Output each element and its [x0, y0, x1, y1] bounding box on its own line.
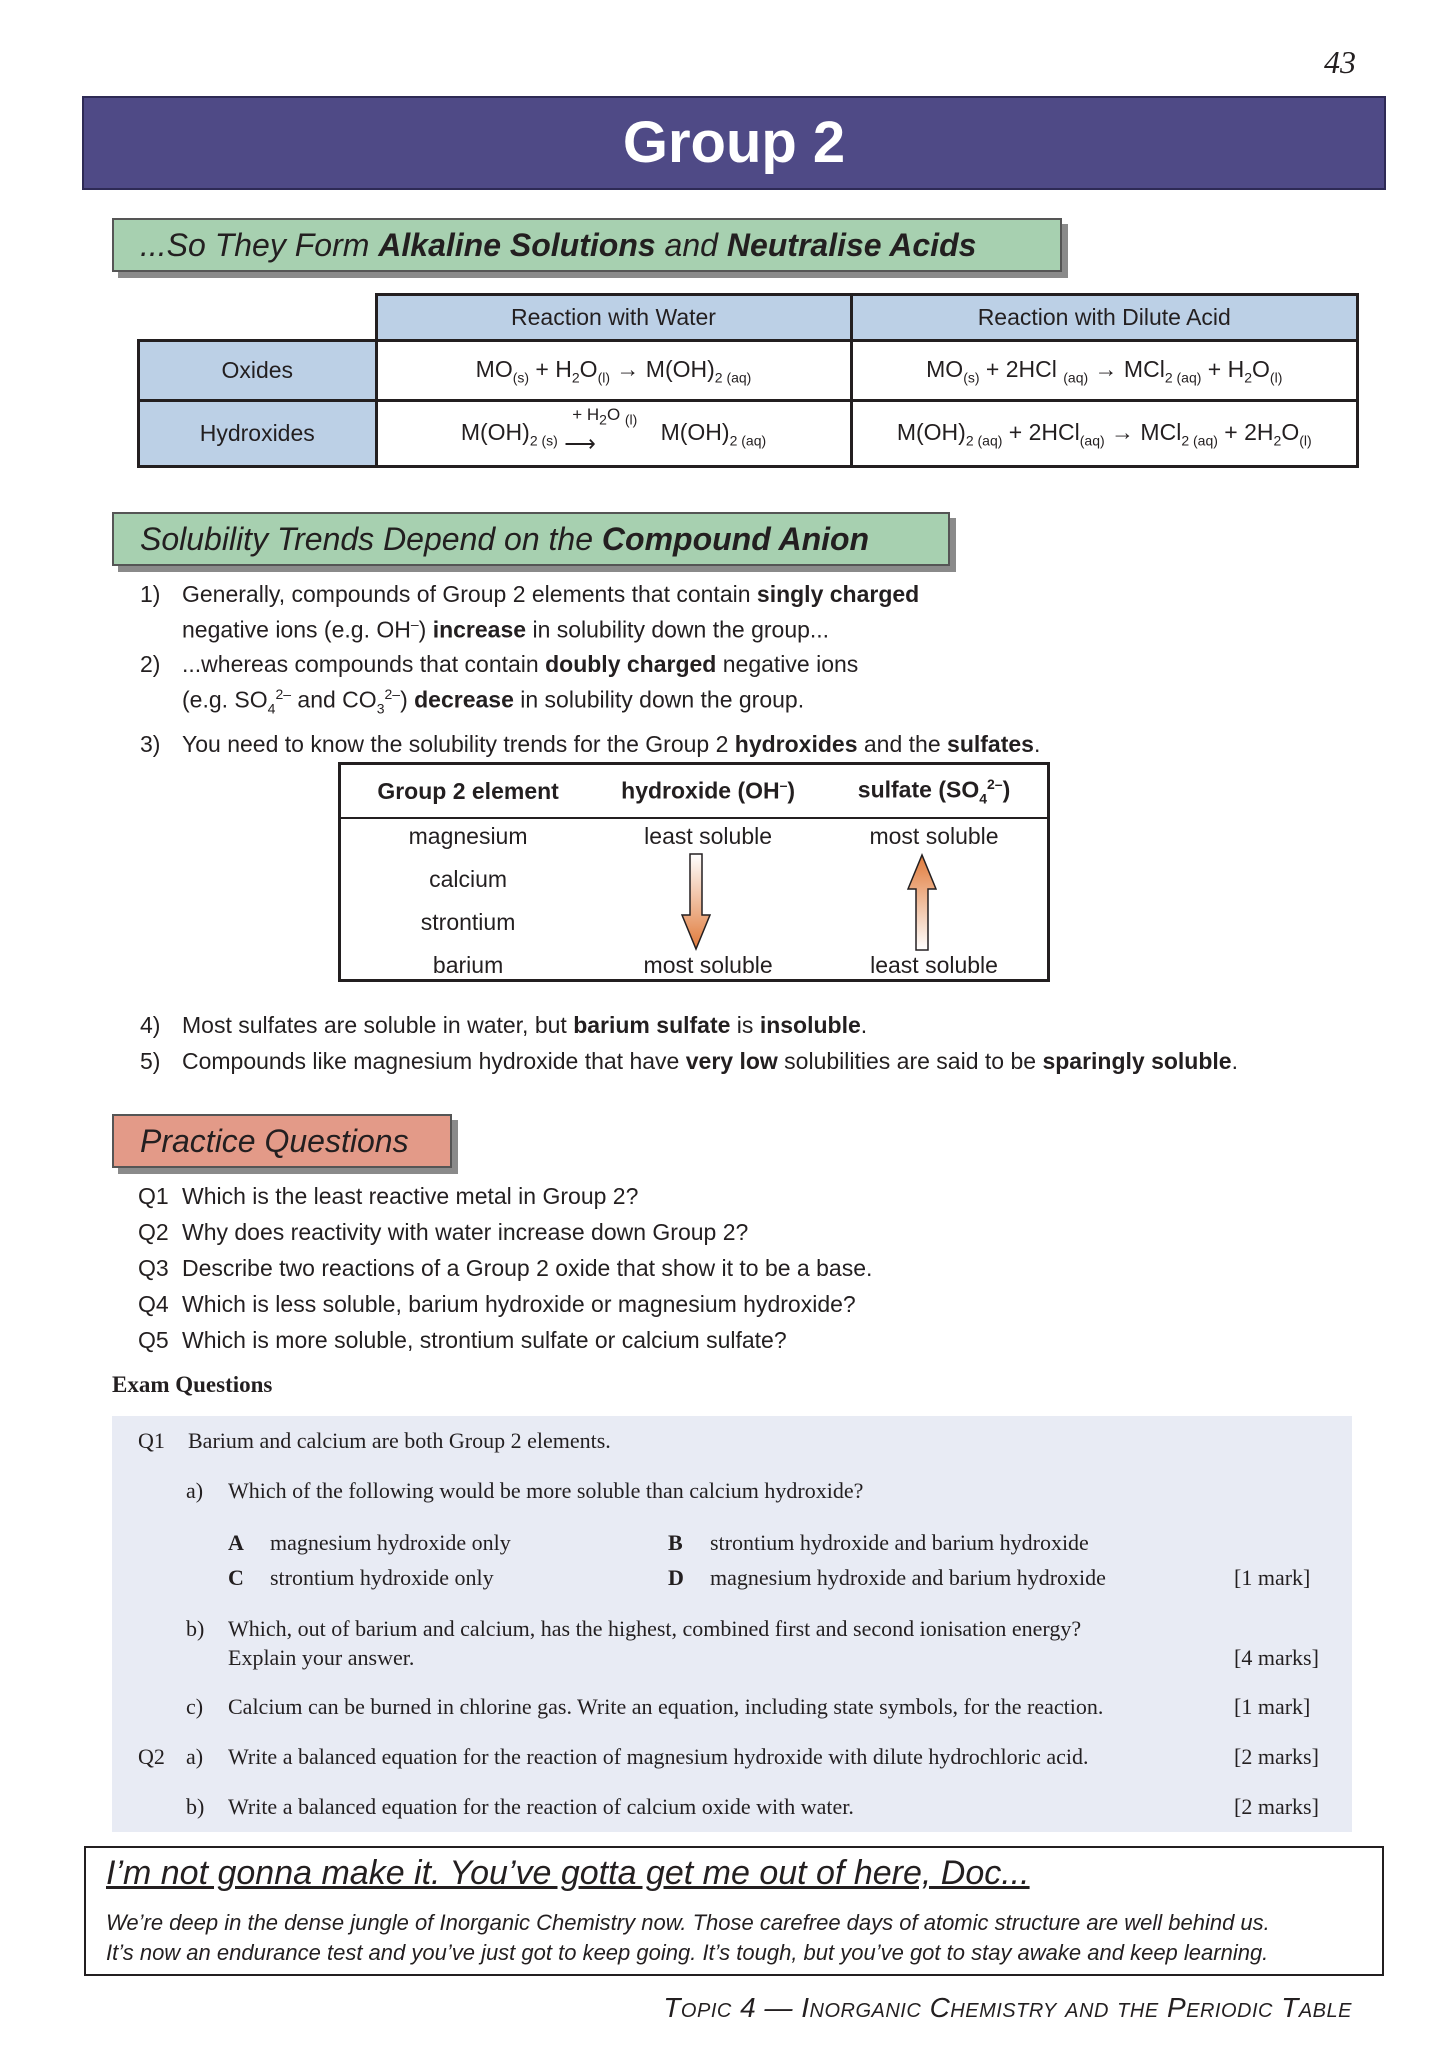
exam-q1b-text-2: Explain your answer.	[228, 1645, 415, 1670]
header-text: hydroxide (OH	[621, 777, 780, 804]
point-text: negative ions	[716, 650, 859, 677]
exam-q2b-label: b)	[186, 1794, 205, 1819]
marks-label: [2 marks]	[1234, 1794, 1319, 1819]
point-text: .	[1033, 730, 1041, 757]
point-text: Generally, compounds of Group 2 elements that contain	[182, 581, 757, 607]
solubility-points	[140, 579, 1340, 759]
option-letter: C	[228, 1565, 244, 1590]
question-number: Q2	[138, 1219, 169, 1245]
equation-oxide-acid: $MO_{(s)} + 2HCl$ $_{(aq)} \to MCl_{2 (aq)} + H_2O_{(l)}$	[851, 341, 1358, 401]
equation-oxide-water: $MO_{(s)} + H_2O_{(l)} \to M(OH)_{2 (aq)}$	[376, 341, 851, 401]
exam-heading: Exam Questions	[112, 1372, 273, 1397]
heading-text: Solubility Trends Depend on the	[140, 521, 602, 557]
heading-text: ...So They Form	[140, 227, 379, 263]
question-text: Which is less soluble, barium hydroxide or magnesium hydroxide?	[182, 1291, 856, 1317]
solubility-points-2	[140, 1010, 1380, 1076]
header-text: sulfate (SO	[857, 776, 980, 803]
solubility-table	[338, 762, 1050, 982]
point-text: (e.g. SO	[182, 686, 268, 713]
point-bold: insoluble	[759, 1012, 861, 1038]
point-bold: doubly charged	[545, 650, 717, 677]
point-4	[140, 1010, 1380, 1040]
tip-line-1: We’re deep in the dense jungle of Inorganic Chemistry now. Those carefree days of atomic structure are well behind us.	[106, 1910, 1270, 1935]
exam-q2a-label: a)	[186, 1744, 204, 1769]
practice-question	[138, 1178, 1338, 1214]
row-header-oxides: Oxides	[139, 341, 377, 401]
marks-label: [2 marks]	[1234, 1744, 1319, 1769]
point-bold: barium sulfate	[573, 1012, 731, 1038]
option-text: magnesium hydroxide and barium hydroxide	[710, 1565, 1106, 1590]
exam-questions-box	[112, 1416, 1352, 1832]
element-item: magnesium	[408, 823, 528, 849]
point-text: in solubility down the group...	[526, 616, 830, 643]
point-number: 5)	[140, 1048, 161, 1074]
section-heading-alkaline	[112, 218, 1062, 272]
exam-q1a-text: Which of the following would be more soluble than calcium hydroxide?	[228, 1478, 864, 1503]
exam-q1-number: Q1	[138, 1428, 165, 1453]
element-list	[341, 815, 595, 987]
col-header-acid: Reaction with Dilute Acid	[851, 295, 1358, 341]
marks-label: [1 mark]	[1234, 1694, 1311, 1719]
point-number: 4)	[140, 1012, 161, 1038]
sulfate-bottom: least soluble	[870, 952, 998, 978]
page-number: 43	[1324, 44, 1356, 80]
exam-q1b-text: Which, out of barium and calcium, has the highest, combined first and second ionisation energy?	[228, 1616, 1082, 1641]
point-text: .	[860, 1012, 868, 1038]
exam-q1a-label: a)	[186, 1478, 204, 1503]
page-footer: Topic 4 — Inorganic Chemistry and the Periodic Table	[663, 1992, 1352, 2023]
reaction-table	[137, 293, 1359, 468]
col-header-water: Reaction with Water	[376, 295, 851, 341]
arrow-down-icon	[681, 853, 711, 951]
exam-q1b-label: b)	[186, 1616, 205, 1641]
point-5	[140, 1046, 1380, 1076]
question-text: Which is the least reactive metal in Group 2?	[182, 1183, 639, 1209]
equation-hydroxide-acid: $M(OH)_{2 (aq)} + 2HCl_{(aq)} \to MCl_{2 (aq)} + 2H_2O_{(l)}$	[851, 401, 1358, 467]
question-text: Why does reactivity with water increase down Group 2?	[182, 1219, 749, 1245]
reaction-arrow: + $H_2O$ $_{(l)}$ ⟶	[564, 404, 638, 456]
point-number: 2)	[140, 650, 161, 677]
point-1-cont: negative ions (e.g. OH–) increase in solubility down the group...	[182, 616, 830, 643]
section-heading-practice: Practice Questions	[112, 1114, 452, 1168]
point-bold: sparingly soluble	[1042, 1048, 1232, 1074]
practice-question	[138, 1286, 1338, 1322]
point-bold: hydroxides	[734, 730, 858, 757]
exam-q1c-label: c)	[186, 1694, 204, 1719]
heading-bold: Neutralise Acids	[726, 227, 977, 263]
question-number: Q4	[138, 1291, 169, 1317]
point-number: 1)	[140, 581, 161, 607]
section-heading-solubility	[112, 512, 950, 566]
tip-line-2: It’s now an endurance test and you’ve just got to keep going. It’s tough, but you’ve got to stay awake and keep learning.	[106, 1940, 1269, 1965]
element-item: barium	[432, 952, 504, 978]
point-text: )	[400, 686, 415, 713]
question-number: Q3	[138, 1255, 169, 1281]
option-letter: A	[228, 1530, 244, 1555]
marks-label: [1 mark]	[1234, 1565, 1311, 1590]
page-title: Group 2	[82, 96, 1386, 190]
question-number: Q5	[138, 1327, 169, 1353]
exam-q1c-text: Calcium can be burned in chlorine gas. Write an equation, including state symbols, for the reaction.	[228, 1694, 1104, 1719]
equation-hydroxide-water: $M(OH)_{2 (s)}$ + $H_2O$ $_{(l)}$ ⟶ $M(OH)_{2 (aq)}$	[376, 401, 851, 467]
point-number: 3)	[140, 730, 161, 757]
point-text: and CO	[291, 686, 377, 713]
point-bold: increase	[432, 616, 527, 643]
heading-bold: Compound Anion	[601, 521, 870, 557]
point-2-cont: (e.g. $SO_4^{2-}$ and $CO_3^{2-}$) decrease in solubility down the group.	[182, 685, 805, 716]
point-3	[140, 729, 1340, 759]
col-header-hydroxide: hydroxide (OH–)	[595, 765, 821, 818]
exam-q2a-text: Write a balanced equation for the reaction of magnesium hydroxide with dilute hydrochloric acid.	[228, 1744, 1089, 1769]
question-text: Which is more soluble, strontium sulfate or calcium sulfate?	[182, 1327, 787, 1353]
hydroxide-top: least soluble	[644, 823, 773, 849]
point-bold: decrease	[414, 686, 514, 713]
point-text: in solubility down the group.	[513, 686, 805, 713]
element-item: strontium	[420, 909, 516, 935]
point-text: negative ions (e.g. OH	[182, 616, 411, 643]
col-header-sulfate: sulfate $(SO_4^{2-})$	[821, 765, 1047, 818]
point-1	[140, 579, 1340, 609]
marks-label: [4 marks]	[1234, 1645, 1319, 1670]
practice-question	[138, 1250, 1338, 1286]
exam-q2-number: Q2	[138, 1744, 165, 1769]
point-text: Compounds like magnesium hydroxide that have	[182, 1048, 686, 1074]
point-text: solubilities are said to be	[777, 1048, 1043, 1074]
option-letter: B	[668, 1530, 683, 1555]
point-text: is	[730, 1012, 760, 1038]
arrow-up-icon	[907, 853, 937, 951]
point-text: ...whereas compounds that contain	[182, 650, 546, 677]
point-text: .	[1231, 1048, 1238, 1074]
point-bold: sulfates	[947, 730, 1034, 757]
practice-question	[138, 1322, 1338, 1358]
point-text: You need to know the solubility trends for the Group 2	[182, 730, 735, 757]
question-number: Q1	[138, 1183, 169, 1209]
heading-text: and	[655, 227, 727, 263]
heading-bold: Alkaline Solutions	[378, 227, 656, 263]
point-bold: singly charged	[756, 581, 920, 607]
option-text: strontium hydroxide and barium hydroxide	[710, 1530, 1089, 1555]
question-text: Describe two reactions of a Group 2 oxide that show it to be a base.	[182, 1255, 873, 1281]
exam-q2b-text: Write a balanced equation for the reaction of calcium oxide with water.	[228, 1794, 854, 1819]
table-corner	[139, 295, 377, 341]
point-bold: very low	[685, 1048, 778, 1074]
tip-box	[84, 1846, 1384, 1976]
point-text: )	[418, 616, 433, 643]
point-text: and the	[857, 730, 948, 757]
option-text: magnesium hydroxide only	[270, 1530, 511, 1555]
col-header-element: Group 2 element	[341, 765, 595, 818]
exam-q1-text: Barium and calcium are both Group 2 elements.	[188, 1428, 611, 1453]
tip-title: I’m not gonna make it. You’ve gotta get me out of here, Doc...	[106, 1854, 1030, 1892]
practice-question	[138, 1214, 1338, 1250]
point-2	[140, 649, 1340, 679]
option-text: strontium hydroxide only	[270, 1565, 494, 1590]
hydroxide-bottom: most soluble	[643, 952, 773, 978]
point-text: Most sulfates are soluble in water, but	[182, 1012, 574, 1038]
row-header-hydroxides: Hydroxides	[139, 401, 377, 467]
option-letter: D	[668, 1565, 684, 1590]
sulfate-top: most soluble	[869, 823, 999, 849]
practice-questions	[138, 1178, 1338, 1358]
element-item: calcium	[429, 866, 508, 892]
